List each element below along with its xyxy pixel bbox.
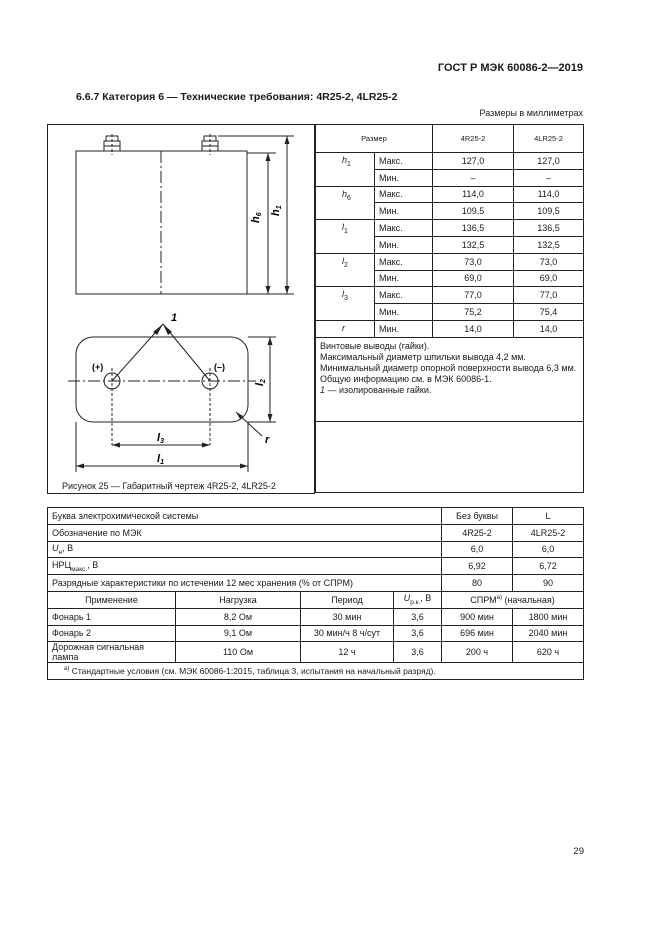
app-header-voltage: $U_{р.к.}$, В	[394, 591, 442, 608]
terminal-right	[202, 134, 218, 155]
dims-kind: Макс.	[375, 186, 433, 203]
dims-value: 77,0	[514, 287, 584, 304]
dims-kind: Макс.	[375, 287, 433, 304]
app-load: 110 Ом	[176, 642, 301, 663]
dims-value: 75,2	[433, 304, 514, 321]
dims-empty-cell	[316, 421, 584, 492]
app-name: Фонарь 1	[48, 608, 176, 625]
app-header-load: Нагрузка	[176, 591, 301, 608]
dims-symbol: $h_1$	[316, 153, 375, 187]
dims-kind: Макс.	[375, 253, 433, 270]
app-value: 696 мин	[442, 625, 513, 642]
dims-value: 73,0	[433, 253, 514, 270]
dims-value: 132,5	[433, 236, 514, 253]
char-value: 6,72	[513, 558, 584, 575]
dims-value: –	[514, 169, 584, 186]
note-line: 1 — изолированные гайки.	[320, 384, 432, 395]
note-line: Винтовые выводы (гайки).	[320, 340, 430, 351]
dims-row	[316, 320, 584, 337]
characteristics-table	[47, 507, 584, 680]
footnote-row	[48, 663, 584, 680]
dims-row	[316, 186, 584, 203]
dims-value: 69,0	[433, 270, 514, 287]
r-label: r	[265, 434, 270, 446]
app-period: 30 мин/ч 8 ч/сут	[301, 625, 394, 642]
l1-label: l1	[157, 453, 164, 466]
dims-row	[316, 253, 584, 270]
callout-label: 1	[171, 312, 178, 324]
app-value: 2040 мин	[513, 625, 584, 642]
app-period: 30 мин	[301, 608, 394, 625]
note-line: Максимальный диаметр шпильки вывода 4,2 мм.	[320, 351, 526, 362]
dims-value: 132,5	[514, 236, 584, 253]
dims-symbol: r	[316, 320, 375, 337]
dims-symbol: $h_6$	[316, 186, 375, 220]
dims-header-col2: 4LR25-2	[514, 125, 584, 153]
dims-value: 73,0	[514, 253, 584, 270]
note-line: Минимальный диаметр опорной поверхности вывода 6,3 мм.	[320, 362, 577, 373]
dims-value: 136,5	[433, 220, 514, 237]
dims-kind: Макс.	[375, 153, 433, 170]
char-value: 4LR25-2	[513, 524, 584, 541]
dims-value: 127,0	[433, 153, 514, 170]
char-label: Обозначение по МЭК	[48, 524, 442, 541]
dims-kind: Мин.	[375, 236, 433, 253]
char-value: 4R25-2	[442, 524, 513, 541]
app-header-row	[48, 591, 584, 608]
l3-label: l3	[157, 432, 164, 445]
figure-caption: Рисунок 25 — Габаритный чертеж 4R25-2, 4LR25-2	[62, 481, 276, 491]
app-period: 12 ч	[301, 642, 394, 663]
dims-value: 14,0	[514, 320, 584, 337]
app-header-sprm: $СПРМ^{а)}$ (начальная)	[442, 591, 584, 608]
battery-top-body	[76, 337, 248, 422]
document-id: ГОСТ Р МЭК 60086-2—2019	[437, 62, 583, 74]
dims-header-row	[316, 125, 584, 153]
dims-value: 114,0	[433, 186, 514, 203]
dims-symbol: $l_3$	[316, 287, 375, 321]
app-row	[48, 625, 584, 642]
char-label: Буква электрохимической системы	[48, 508, 442, 525]
char-row	[48, 508, 584, 525]
app-voltage: 3,6	[394, 608, 442, 625]
dims-value: 136,5	[514, 220, 584, 237]
app-row	[48, 608, 584, 625]
char-label: $U_н$, В	[48, 541, 442, 558]
dims-notes	[316, 337, 584, 421]
dims-symbol: $l_2$	[316, 253, 375, 287]
dims-kind: Мин.	[375, 169, 433, 186]
dims-value: 75,4	[514, 304, 584, 321]
char-label: Разрядные характеристики по истечении 12 мес хранения (% от СПРМ)	[48, 575, 442, 592]
char-row	[48, 524, 584, 541]
app-load: 8,2 Ом	[176, 608, 301, 625]
dimensions-table	[315, 124, 584, 493]
app-header-application: Применение	[48, 591, 176, 608]
app-name: Дорожная сигнальная лампа	[48, 642, 176, 663]
note-line: Общую информацию см. в МЭК 60086-1.	[320, 373, 492, 384]
dims-row	[316, 153, 584, 170]
char-value: 80	[442, 575, 513, 592]
units-note: Размеры в миллиметрах	[479, 108, 583, 118]
negative-label: (–)	[214, 362, 225, 372]
dims-value: 109,5	[433, 203, 514, 220]
app-value: 200 ч	[442, 642, 513, 663]
app-value: 620 ч	[513, 642, 584, 663]
app-voltage: 3,6	[394, 642, 442, 663]
app-row	[48, 642, 584, 663]
dims-kind: Мин.	[375, 270, 433, 287]
app-header-period: Период	[301, 591, 394, 608]
dims-kind: Мин.	[375, 304, 433, 321]
page-number: 29	[573, 846, 584, 857]
char-value: 6,92	[442, 558, 513, 575]
char-value: L	[513, 508, 584, 525]
char-row	[48, 558, 584, 575]
dims-value: 127,0	[514, 153, 584, 170]
dims-value: 69,0	[514, 270, 584, 287]
dims-notes-row	[316, 337, 584, 421]
terminal-left	[104, 134, 120, 155]
dims-empty-row	[316, 421, 584, 492]
char-value: 6,0	[513, 541, 584, 558]
char-row	[48, 541, 584, 558]
dims-row	[316, 220, 584, 237]
dims-value: 109,5	[514, 203, 584, 220]
h6-label: h6	[250, 212, 263, 223]
dims-kind: Мин.	[375, 203, 433, 220]
dims-symbol: $l_1$	[316, 220, 375, 254]
char-value: 6,0	[442, 541, 513, 558]
app-name: Фонарь 2	[48, 625, 176, 642]
l2-label: l2	[254, 379, 267, 386]
section-title: 6.6.7 Категория 6 — Технические требования: 4R25-2, 4LR25-2	[76, 91, 398, 103]
h1-label: h1	[270, 205, 283, 216]
app-value: 900 мин	[442, 608, 513, 625]
dims-value: 14,0	[433, 320, 514, 337]
table-footnote: $^{а)}$ Стандартные условия (см. МЭК 60086-1:2015, таблица 3, испытания на начальный разряд).	[48, 663, 584, 680]
dims-kind: Мин.	[375, 320, 433, 337]
char-value: Без буквы	[442, 508, 513, 525]
char-label: $НРЦ_{макс.}$, В	[48, 558, 442, 575]
dims-kind: Макс.	[375, 220, 433, 237]
dims-value: 114,0	[514, 186, 584, 203]
dims-header-col1: 4R25-2	[433, 125, 514, 153]
dims-value: –	[433, 169, 514, 186]
dims-header-param: Размер	[316, 125, 433, 153]
dims-value: 77,0	[433, 287, 514, 304]
char-row	[48, 575, 584, 592]
app-voltage: 3,6	[394, 625, 442, 642]
dims-row	[316, 287, 584, 304]
app-load: 9,1 Ом	[176, 625, 301, 642]
char-value: 90	[513, 575, 584, 592]
positive-label: (+)	[92, 362, 104, 372]
app-value: 1800 мин	[513, 608, 584, 625]
